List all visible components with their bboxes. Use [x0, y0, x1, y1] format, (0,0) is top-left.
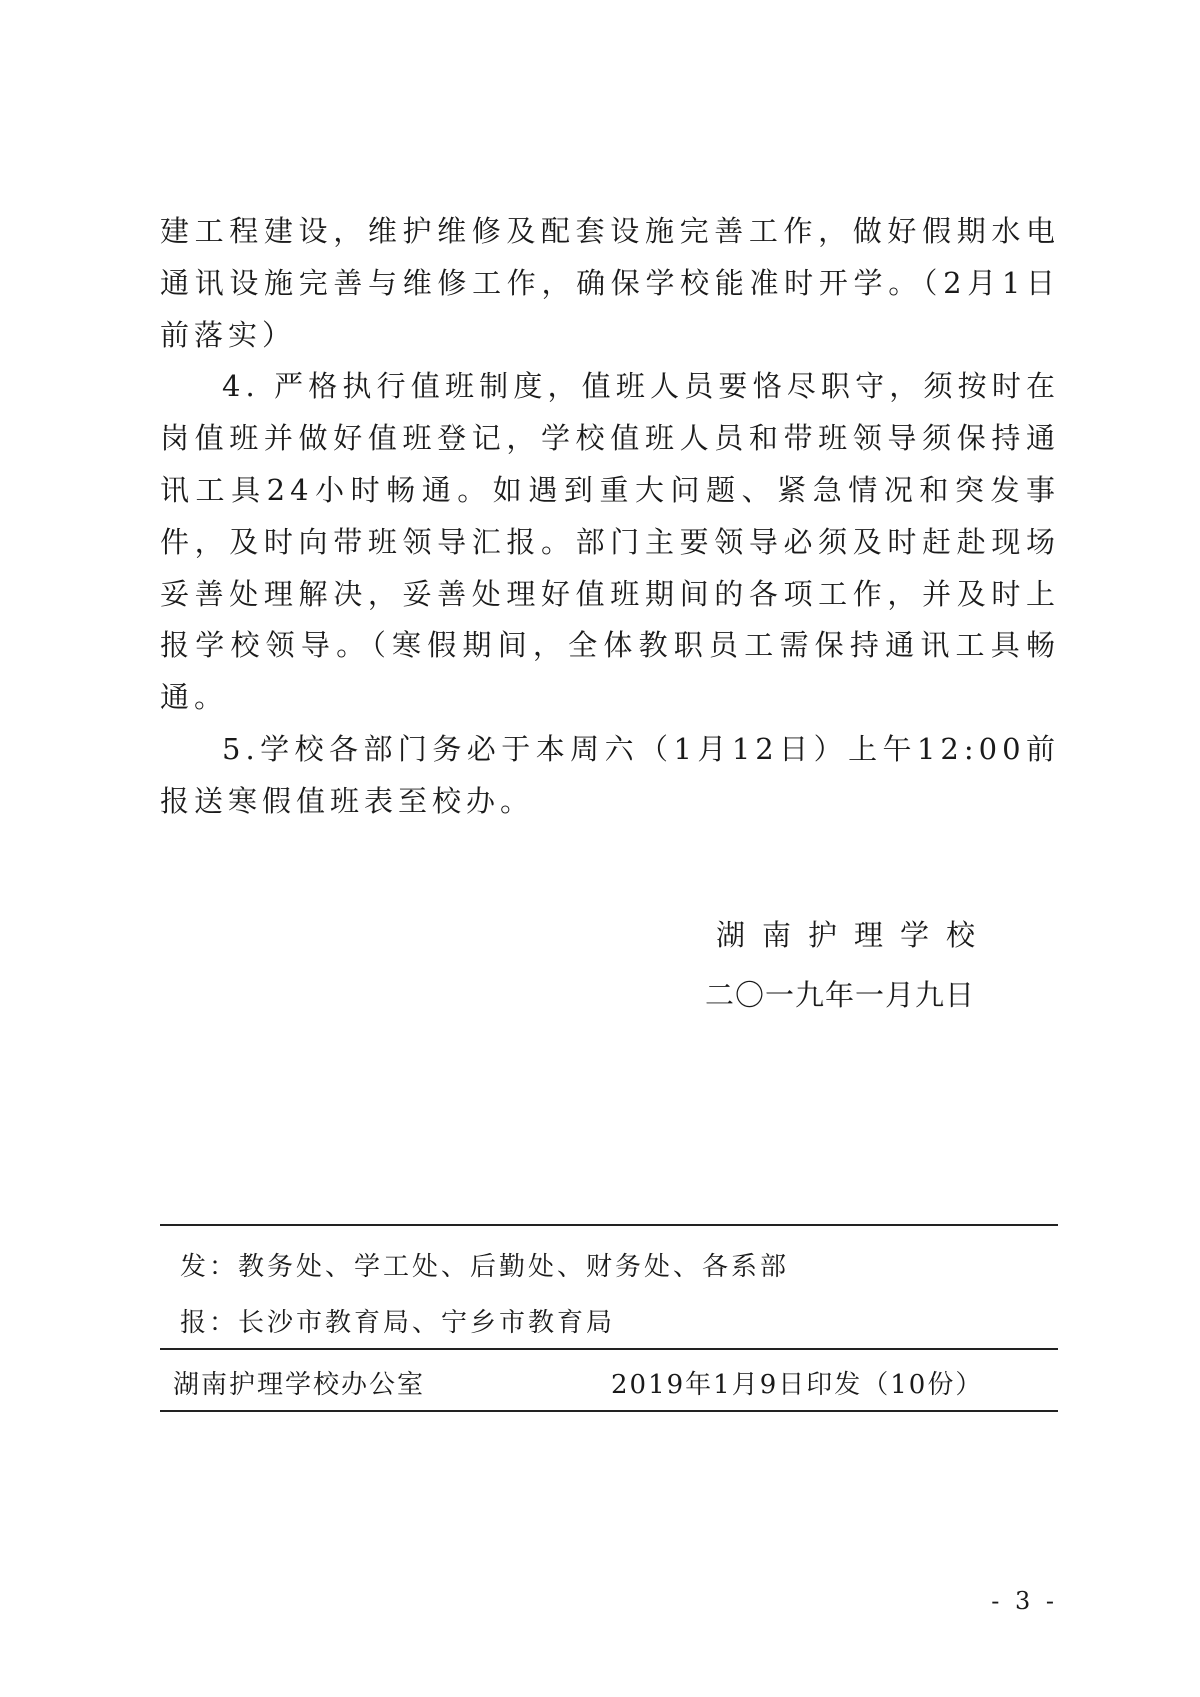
paragraph-item-4: 4. 严格执行值班制度，值班人员要恪尽职守，须按时在岗值班并做好值班登记，学校值班人员和带班领导须保持通讯工具24小时畅通。如遇到重大问题、紧急情况和突发事件，及时向带班领导汇报。部门主要领导必须及时赶赴现场妥善处理解决，妥善处理好值班期间的各项工作，并及时上报学校领导。（寒假期间，全体教职员工需保持通讯工具畅通。: [160, 369, 1060, 715]
distribution-send-line: 发：教务处、学工处、后勤处、财务处、各系部: [180, 1252, 790, 1282]
paragraph-continuation: 建工程建设，维护维修及配套设施完善工作，做好假期水电通讯设施完善与维修工作，确保学校能准时开学。（2月1日前落实）: [160, 214, 1060, 352]
divider-middle: [160, 1348, 1058, 1350]
signature-organization: 湖南护理学校: [715, 918, 992, 952]
signature-block: [704, 905, 992, 1025]
page-number: - 3 -: [991, 1587, 1058, 1615]
paragraph-item-5: 5.学校各部门务必于本周六（1月12日）上午12:00前报送寒假值班表至校办。: [160, 731, 1060, 818]
distribution-report-line: 报：长沙市教育局、宁乡市教育局: [180, 1308, 616, 1338]
divider-bottom: [160, 1410, 1058, 1412]
footer-issuer: 湖南护理学校办公室: [173, 1370, 426, 1400]
document-body: [160, 206, 1060, 828]
signature-date: 二〇一九年一月九日: [704, 978, 975, 1012]
footer-issue-date: 2019年1月9日印发（10份）: [611, 1370, 984, 1400]
divider-top: [160, 1224, 1058, 1226]
